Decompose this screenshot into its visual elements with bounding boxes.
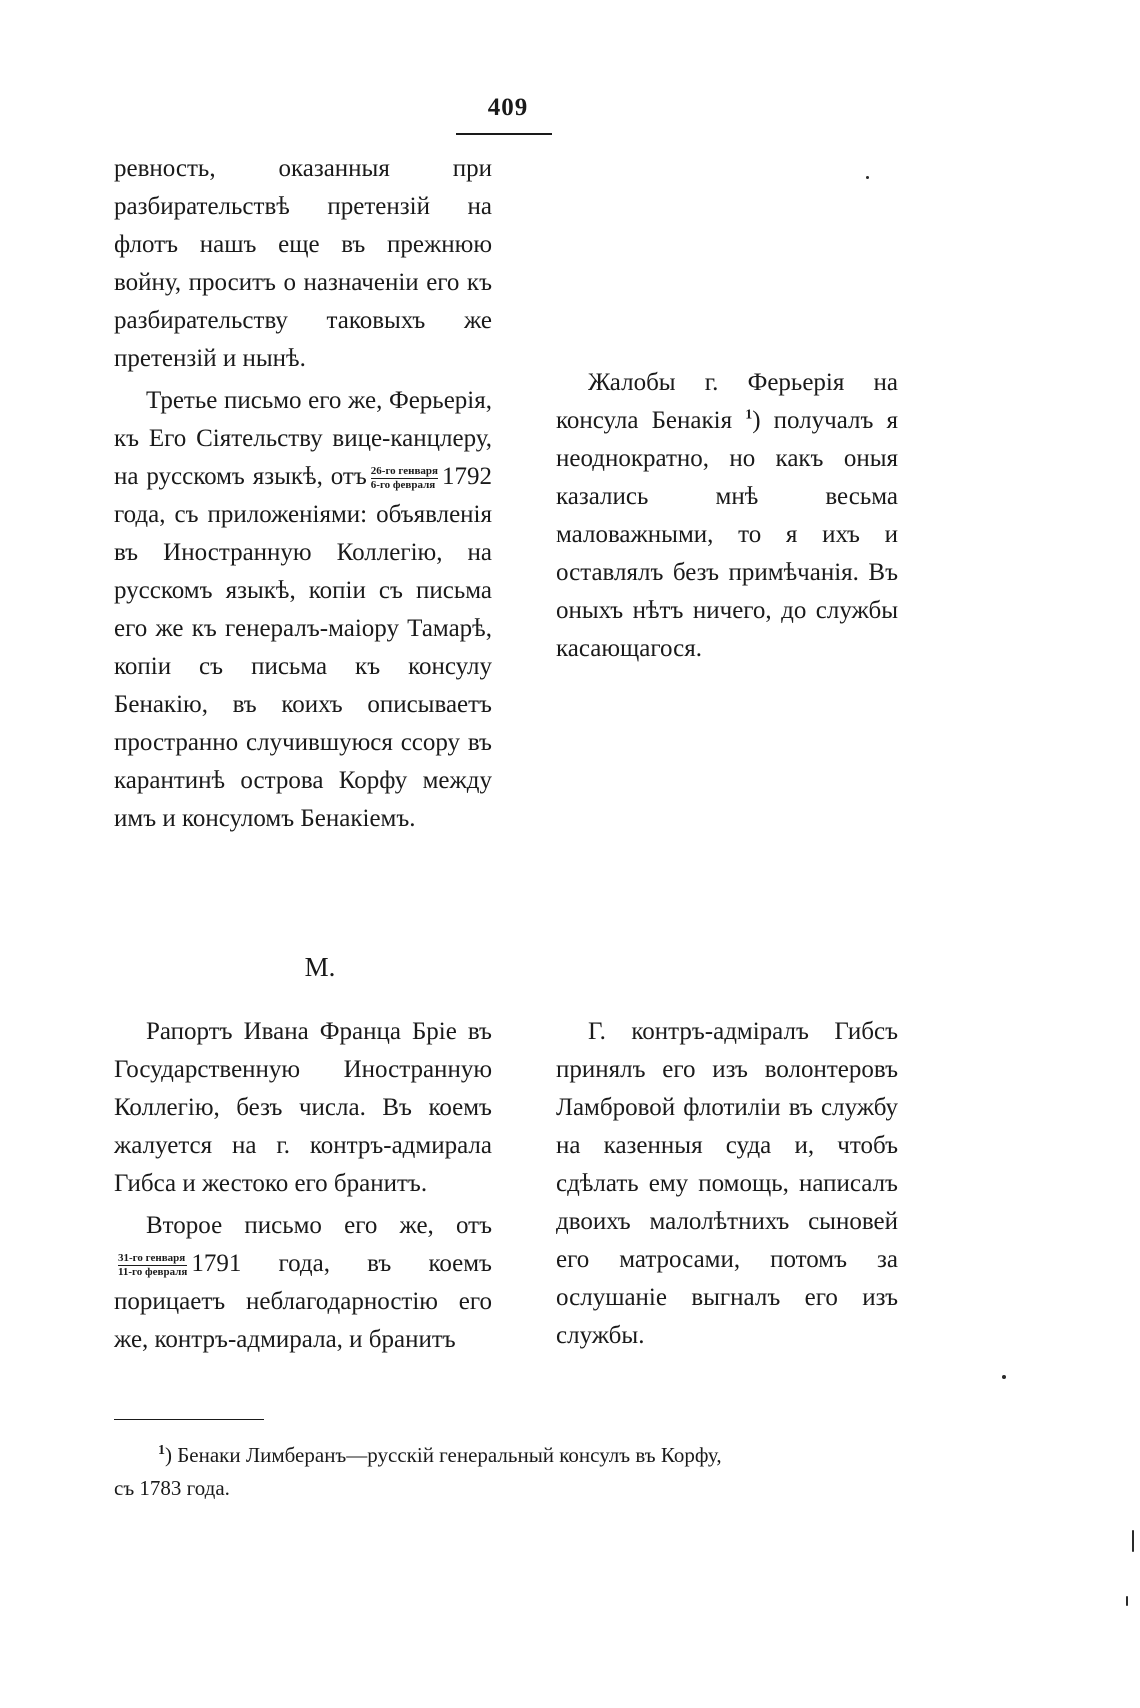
ferrier-complaints-after-mark: ) получалъ я неоднократно, но какъ оныя казались мнѣ весьма маловажными, то я ихъ и оставлялъ безъ примѣчанія. Въ оныхъ нѣтъ ничего, до службы касающагося. xyxy=(556,407,899,662)
scan-speck xyxy=(866,176,869,179)
section-heading-m: М. xyxy=(304,952,336,982)
third-letter-date-bottom: 6-го февраля xyxy=(370,478,436,491)
page-number: 409 xyxy=(487,94,529,121)
gibbs-paragraph: Г. контръ-адміралъ Гибсъ принялъ его изъ волонтеровъ Ламбровой флотиліи въ службу на казенныя суда и, чтобъ сдѣлать ему помощь, написалъ двоихъ малолѣтнихъ сыновей его матросами, потомъ за ослушаніе выгналъ его изъ службы. xyxy=(556,1018,898,1349)
third-letter-paragraph xyxy=(114,382,492,838)
footnote xyxy=(114,1439,914,1505)
lower-left-column xyxy=(114,1013,492,1359)
second-letter-after-date: 1791 года, въ коемъ порицаетъ неблагодарностію его же, контръ-адмирала, и бранитъ xyxy=(114,1250,492,1353)
second-letter-before-date: Второе письмо его же, отъ xyxy=(146,1212,492,1239)
footnote-line-1 xyxy=(114,1439,914,1472)
ferrier-complaints-paragraph xyxy=(556,364,898,668)
second-letter-date-bottom: 11-го февраля xyxy=(118,1265,188,1278)
upper-right-column xyxy=(556,364,898,668)
lower-right-column xyxy=(556,1013,898,1355)
footnote-line-1-text: ) Бенаки Лимберанъ—русскій генеральный консулъ въ Корфу, xyxy=(165,1443,722,1467)
third-letter-before-date: Третье письмо его же, Ферьерія, къ Его Сіятельству вице-канцлеру, на русскомъ языкѣ, отъ xyxy=(114,387,492,490)
third-letter-date-top: 26-го генваря xyxy=(370,464,438,477)
second-letter-date xyxy=(118,1252,187,1279)
footnote-mark: 1 xyxy=(158,1443,165,1458)
footnote-rule xyxy=(114,1419,264,1420)
scan-speck xyxy=(1132,1530,1134,1552)
upper-left-paragraph-continued: ревность, оказанныя при разбирательствѣ претензій на флотъ нашъ еще въ прежнюю войну, проситъ о назначеніи его къ разбирательству таковыхъ же претензій и нынѣ. xyxy=(114,155,492,372)
third-letter-date xyxy=(371,465,438,492)
footnote-line-2: съ 1783 года. xyxy=(114,1476,230,1500)
page-number-rule xyxy=(456,133,552,135)
scan-speck xyxy=(1002,1375,1006,1379)
ferrier-complaints-before-mark: Жалобы г. Ферьерія на консула Бенакія xyxy=(556,369,898,434)
second-letter-date-top: 31-го генваря xyxy=(118,1252,187,1266)
third-letter-after-date: 1792 года, съ приложеніями: объявленія въ Иностранную Коллегію, на русскомъ языкѣ, копіи съ письма его же къ генералъ-маіору Тамарѣ, копіи съ письма къ консулу Бенакію, въ коихъ описываетъ пространно случившуюся ссору въ карантинѣ острова Корфу между имъ и консуломъ Бенакіемъ. xyxy=(114,463,492,832)
second-letter-paragraph xyxy=(114,1207,492,1359)
upper-left-column xyxy=(114,150,492,838)
footnote-reference-mark: 1 xyxy=(745,407,753,423)
scan-speck xyxy=(1126,1596,1128,1606)
brie-report-paragraph: Рапортъ Ивана Франца Бріе въ Государственную Иностранную Коллегію, безъ числа. Въ коемъ жалуется на г. контръ-адмирала Гибса и жестоко его бранитъ. xyxy=(114,1018,492,1197)
